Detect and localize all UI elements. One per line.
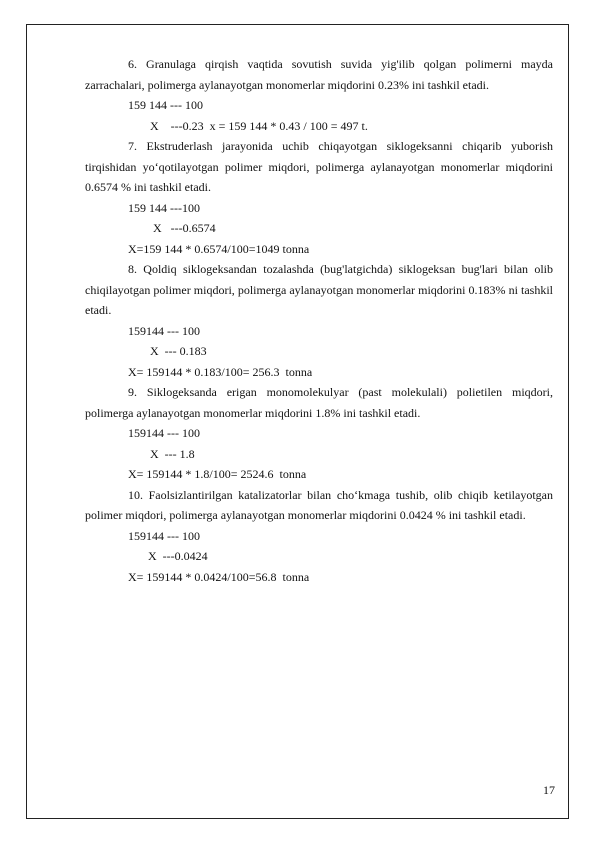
paragraph-10: 10. Faolsizlantirilgan katalizatorlar bilan cho‘kmaga tushib, olib chiqib ketilayotgan polimer miqdori, polimerga aylanayotgan monomerlar miqdorini 0.0424 % ini tashkil etadi. — [85, 487, 553, 522]
paragraph-7: 7. Ekstruderlash jarayonida uchib chiqayotgan siklogeksanni chiqarib yuborish tirqishidan yo‘qotilayotgan polimer miqdori, polimerga aylanayotgan monomerlar miqdorini 0.6574 % ini tashkil etadi. — [85, 139, 553, 194]
calc-line: X ---0.0424 — [148, 549, 208, 563]
calc-result: X= 159144 * 1.8/100= 2524.6 tonna — [128, 467, 307, 481]
calc-line: 159144 --- 100 — [128, 323, 200, 338]
calc-line: 159 144 --- 100 — [128, 98, 203, 112]
document-body — [85, 54, 553, 587]
calc-line: X --- 0.183 — [150, 344, 207, 358]
calc-result: X=159 144 * 0.6574/100=1049 tonna — [128, 241, 310, 256]
paragraph-6: 6. Granulaga qirqish vaqtida sovutish suvida yig'ilib qolgan polimerni mayda zarrachalari, polimerga aylanayotgan monomerlar miqdorini 0.23% ini tashkil etadi. — [85, 57, 553, 92]
calc-line: X ---0.6574 — [153, 221, 216, 235]
calc-line: X --- 1.8 — [150, 446, 195, 461]
paragraph-8: 8. Qoldiq siklogeksandan tozalashda (bug'latgichda) siklogeksan bug'lari bilan olib chiqilayotgan polimer miqdori, polimerga aylanayotgan monomerlar miqdorini 0.183% ni tashkil etadi. — [85, 262, 553, 317]
calc-line: 159 144 ---100 — [128, 200, 200, 215]
calc-line: X ---0.23 x = 159 144 * 0.43 / 100 = 497 t. — [150, 118, 368, 133]
calc-result: X= 159144 * 0.183/100= 256.3 tonna — [128, 364, 313, 379]
calc-result: X= 159144 * 0.0424/100=56.8 tonna — [128, 569, 310, 584]
calc-line: 159144 --- 100 — [128, 426, 200, 440]
paragraph-9: 9. Siklogeksanda erigan monomolekulyar (past molekulali) polietilen miqdori, polimerga aylanayotgan monomerlar miqdorini 1.8% ini tashkil etadi. — [85, 385, 553, 420]
page-number: 17 — [543, 783, 555, 797]
calc-line: 159144 --- 100 — [128, 528, 200, 543]
